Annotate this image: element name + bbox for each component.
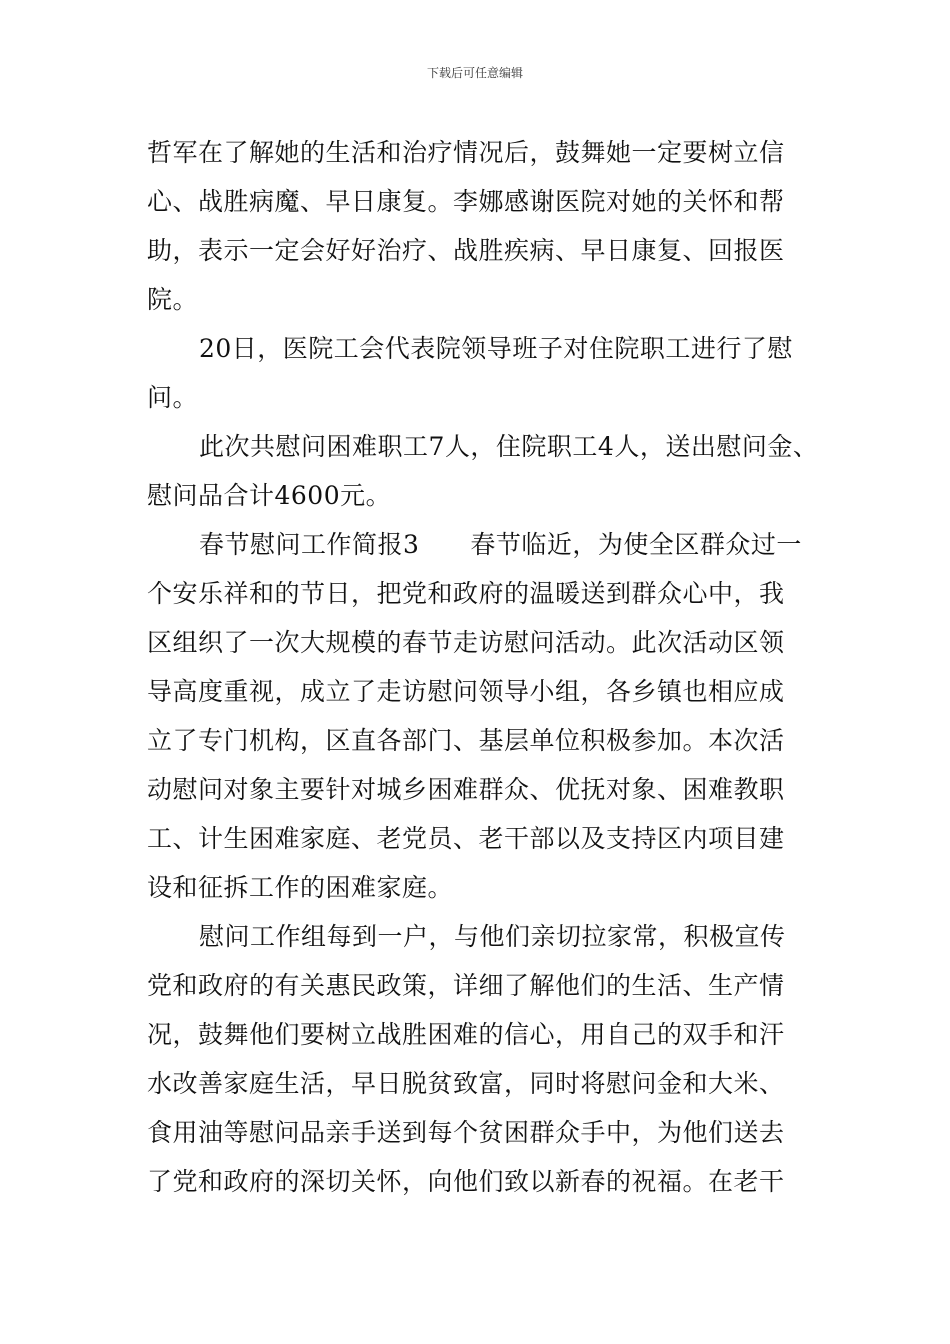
text-line: 哲军在了解她的生活和治疗情况后，鼓舞她一定要树立信 <box>147 138 785 167</box>
text-line: 水改善家庭生活，早日脱贫致富，同时将慰问金和大米、 <box>147 1069 785 1098</box>
text-line: 慰问品合计4600元。 <box>147 481 392 510</box>
text-line: 工、计生困难家庭、老党员、老干部以及支持区内项目建 <box>147 824 785 853</box>
text-line: 慰问工作组每到一户，与他们亲切拉家常，积极宣传 <box>199 922 786 951</box>
text-line: 20日，医院工会代表院领导班子对住院职工进行了慰 <box>199 334 793 363</box>
text-line: 此次共慰问困难职工7人，住院职工4人，送出慰问金、 <box>199 432 819 461</box>
text-line: 设和征拆工作的困难家庭。 <box>147 873 454 902</box>
paragraph-2 <box>147 324 817 422</box>
document-body <box>147 128 817 1206</box>
paragraph-3 <box>147 422 817 520</box>
text-line: 导高度重视，成立了走访慰问领导小组，各乡镇也相应成 <box>147 677 785 706</box>
text-line: 助，表示一定会好好治疗、战胜疾病、早日康复、回报医 <box>147 236 785 265</box>
page-header: 下载后可任意编辑 <box>426 66 523 80</box>
text-line: 食用油等慰问品亲手送到每个贫困群众手中，为他们送去 <box>147 1118 785 1147</box>
paragraph-4 <box>147 520 817 912</box>
text-line: 心、战胜病魔、早日康复。李娜感谢医院对她的关怀和帮 <box>147 187 785 216</box>
text-line: 动慰问对象主要针对城乡困难群众、优抚对象、困难教职 <box>147 775 785 804</box>
text-line: 春节慰问工作简报3 春节临近，为使全区群众过一 <box>199 530 802 559</box>
text-line: 况，鼓舞他们要树立战胜困难的信心，用自己的双手和汗 <box>147 1020 785 1049</box>
text-line: 立了专门机构，区直各部门、基层单位积极参加。本次活 <box>147 726 785 755</box>
text-line: 党和政府的有关惠民政策，详细了解他们的生活、生产情 <box>147 971 785 1000</box>
text-line: 个安乐祥和的节日，把党和政府的温暖送到群众心中，我 <box>147 579 785 608</box>
text-line: 了党和政府的深切关怀，向他们致以新春的祝福。在老干 <box>147 1167 785 1196</box>
paragraph-1 <box>147 128 817 324</box>
text-line: 问。 <box>147 383 199 412</box>
paragraph-5 <box>147 912 817 1206</box>
text-line: 区组织了一次大规模的春节走访慰问活动。此次活动区领 <box>147 628 785 657</box>
text-line: 院。 <box>147 285 199 314</box>
